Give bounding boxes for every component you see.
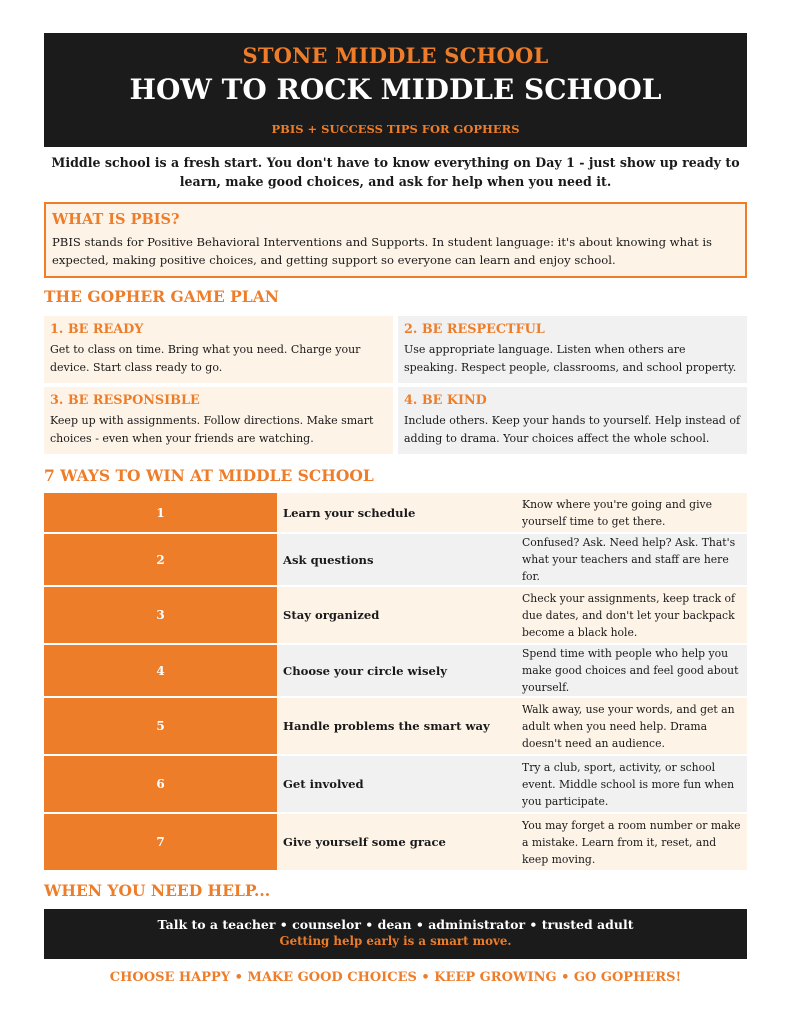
header-banner <box>44 33 747 147</box>
game-plan-grid <box>44 316 747 454</box>
row-description: Check your assignments, keep track of due dates, and don't let your backpack become a black hole. <box>516 587 747 643</box>
card-title: 3. BE RESPONSIBLE <box>50 393 200 408</box>
row-tip: Give yourself some grace <box>277 814 516 870</box>
row-number: 7 <box>44 814 277 870</box>
game-plan-card <box>44 316 393 383</box>
row-description: Confused? Ask. Need help? Ask. That's what your teachers and staff are here for. <box>516 534 747 585</box>
table-row <box>44 645 747 696</box>
table-row <box>44 534 747 585</box>
game-plan-card <box>398 387 747 454</box>
row-tip: Learn your schedule <box>277 493 516 532</box>
help-tagline: Getting help early is a smart move. <box>279 934 512 948</box>
row-tip: Choose your circle wisely <box>277 645 516 696</box>
card-title: 1. BE READY <box>50 322 144 337</box>
row-number: 1 <box>44 493 277 532</box>
table-row <box>44 493 747 532</box>
pbis-heading: WHAT IS PBIS? <box>52 211 180 228</box>
page-title: HOW TO ROCK MIDDLE SCHOOL <box>129 73 662 106</box>
footer-slogan: CHOOSE HAPPY • MAKE GOOD CHOICES • KEEP GROWING • GO GOPHERS! <box>109 970 682 985</box>
flyer-page <box>44 33 747 987</box>
help-banner <box>44 909 747 959</box>
game-plan-heading: THE GOPHER GAME PLAN <box>44 287 279 306</box>
row-description: Know where you're going and give yourself time to get there. <box>516 493 747 532</box>
pbis-box <box>44 202 747 278</box>
card-title: 2. BE RESPECTFUL <box>404 322 545 337</box>
row-number: 6 <box>44 756 277 812</box>
table-row <box>44 756 747 812</box>
row-tip: Get involved <box>277 756 516 812</box>
card-title: 4. BE KIND <box>404 393 487 408</box>
page-subtitle: PBIS + SUCCESS TIPS FOR GOPHERS <box>271 122 520 136</box>
help-contacts: Talk to a teacher • counselor • dean • administrator • trusted adult <box>157 917 634 932</box>
row-tip: Stay organized <box>277 587 516 643</box>
row-tip: Handle problems the smart way <box>277 698 516 754</box>
row-description: You may forget a room number or make a mistake. Learn from it, reset, and keep moving. <box>516 814 747 870</box>
table-row <box>44 698 747 754</box>
ways-table <box>44 491 747 872</box>
row-tip: Ask questions <box>277 534 516 585</box>
row-number: 2 <box>44 534 277 585</box>
game-plan-card <box>398 316 747 383</box>
row-number: 5 <box>44 698 277 754</box>
intro-text: Middle school is a fresh start. You don't have to know everything on Day 1 - just show up ready to learn, make good choices, and ask for help when you need it. <box>51 155 740 189</box>
card-text: Include others. Keep your hands to yourself. Help instead of adding to drama. Your choices affect the whole school. <box>404 414 741 445</box>
table-row <box>44 814 747 870</box>
help-heading: WHEN YOU NEED HELP... <box>44 881 271 900</box>
row-description: Walk away, use your words, and get an adult when you need help. Drama doesn't need an audience. <box>516 698 747 754</box>
school-name: STONE MIDDLE SCHOOL <box>242 43 549 68</box>
row-description: Try a club, sport, activity, or school event. Middle school is more fun when you participate. <box>516 756 747 812</box>
ways-heading: 7 WAYS TO WIN AT MIDDLE SCHOOL <box>44 466 374 485</box>
row-number: 4 <box>44 645 277 696</box>
card-text: Get to class on time. Bring what you need. Charge your device. Start class ready to go. <box>50 343 361 374</box>
row-description: Spend time with people who help you make good choices and feel good about yourself. <box>516 645 747 696</box>
card-text: Use appropriate language. Listen when others are speaking. Respect people, classrooms, and school property. <box>404 343 737 374</box>
row-number: 3 <box>44 587 277 643</box>
pbis-text: PBIS stands for Positive Behavioral Interventions and Supports. In student language: it's about knowing what is expected, making positive choices, and getting support so everyone can learn and enjoy school. <box>52 235 712 267</box>
card-text: Keep up with assignments. Follow directions. Make smart choices - even when your friends are watching. <box>50 414 374 445</box>
table-row <box>44 587 747 643</box>
game-plan-card <box>44 387 393 454</box>
